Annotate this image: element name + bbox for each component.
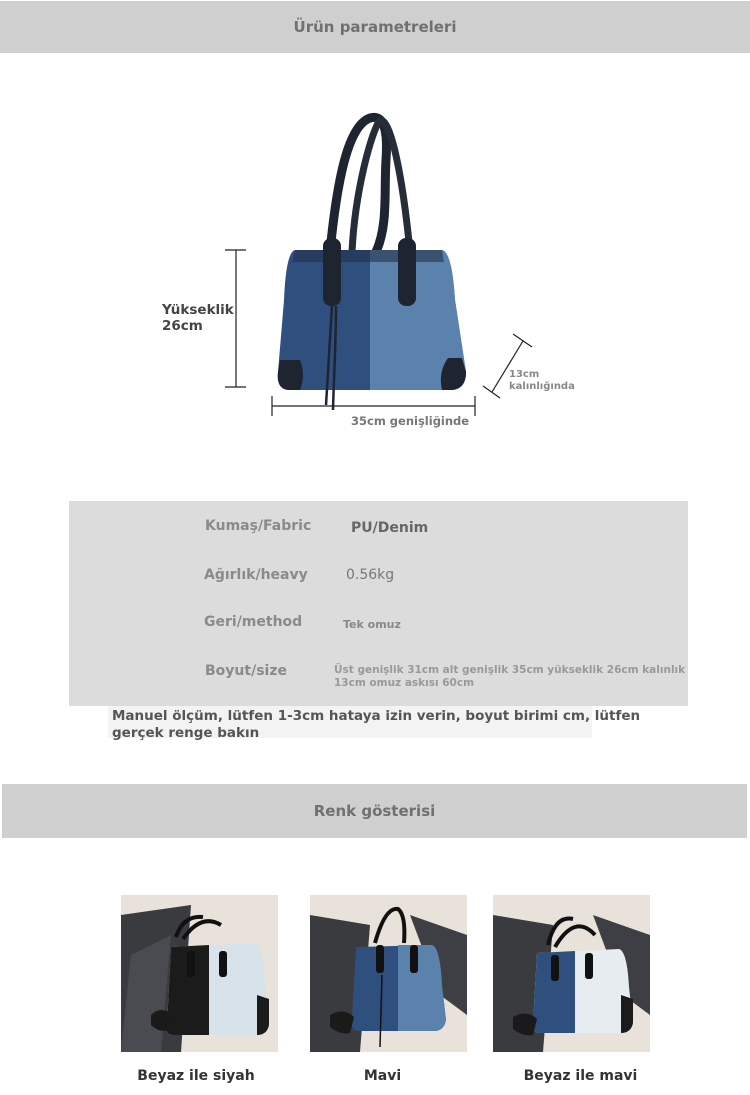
bag-photo: [121, 895, 278, 1052]
depth-label-value: 13cm: [509, 369, 540, 380]
product-parameters-banner: [0, 1, 750, 53]
color-caption: Beyaz ile siyah: [137, 1068, 255, 1084]
bag-dimension-figure: [0, 60, 750, 440]
color-caption: Mavi: [363, 1068, 402, 1084]
size-value: Üst genişlik 31cm alt genişlik 35cm yükseklik 26cm kalınlık 13cm omuz askısı 60cm: [334, 664, 686, 689]
weight-value: 0.56kg: [346, 567, 395, 583]
method-value: Tek omuz: [343, 618, 401, 631]
weight-label: Ağırlık/heavy: [204, 567, 308, 583]
banner-title: Ürün parametreleri: [293, 18, 457, 36]
color-thumbnail-black-white[interactable]: [121, 895, 278, 1052]
color-thumbnail-blue[interactable]: [310, 895, 467, 1052]
depth-label: [509, 369, 575, 393]
banner-title: Renk gösterisi: [313, 802, 436, 820]
height-label-text: Yükseklik: [162, 302, 234, 318]
height-label: [162, 302, 234, 334]
color-display-banner: [2, 784, 747, 838]
color-thumbnail-white-blue[interactable]: [493, 895, 650, 1052]
height-label-value: 26cm: [162, 318, 203, 334]
bag-photo: [493, 895, 650, 1052]
color-caption: Beyaz ile mavi: [523, 1068, 638, 1084]
fabric-value: PU/Denim: [351, 520, 429, 536]
size-label: Boyut/size: [205, 663, 287, 679]
width-label: 35cm genişliğinde: [351, 414, 470, 428]
measurement-note: Manuel ölçüm, lütfen 1-3cm hataya izin verin, boyut birimi cm, lütfen gerçek renge bakın: [112, 708, 641, 741]
bag-photo: [310, 895, 467, 1052]
method-label: Geri/method: [204, 614, 303, 630]
width-dimension-line: [272, 396, 475, 416]
main-bag-image: [278, 117, 466, 410]
depth-label-text: kalınlığında: [509, 381, 575, 392]
fabric-label: Kumaş/Fabric: [205, 518, 312, 534]
